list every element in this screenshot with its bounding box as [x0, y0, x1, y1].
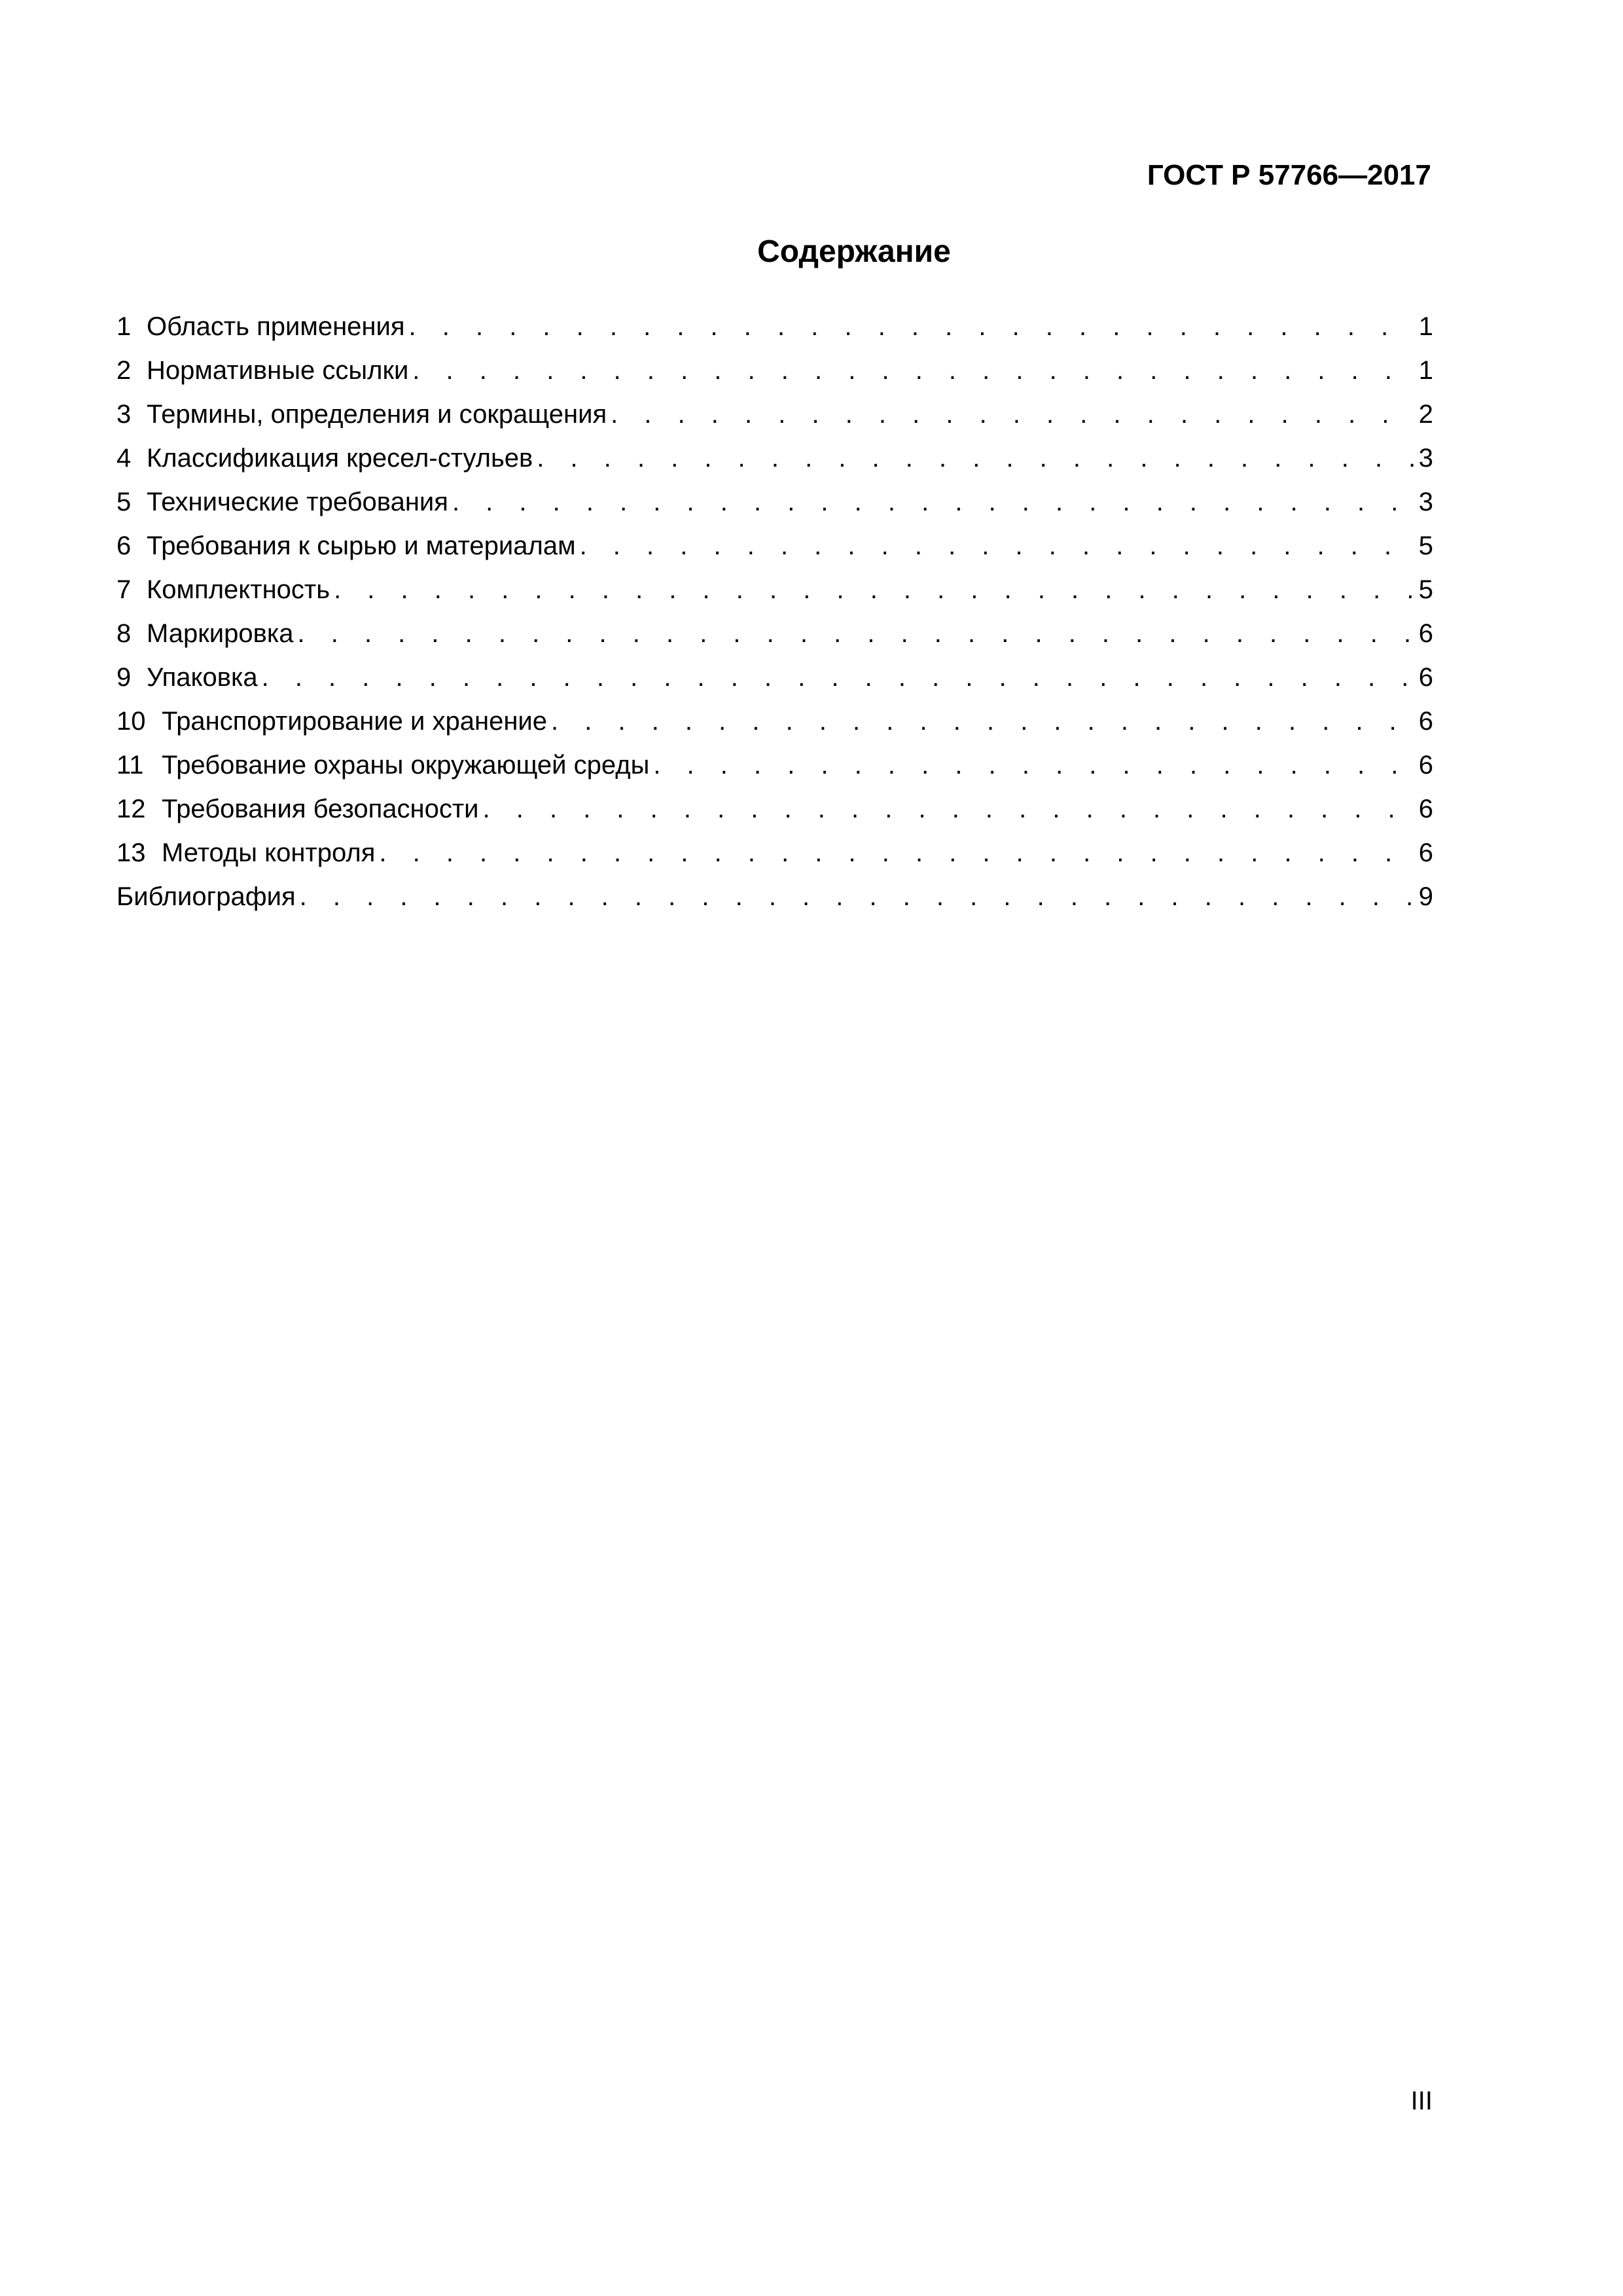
toc-dot-leader: [537, 437, 1414, 480]
toc-entry-page: 5: [1418, 575, 1433, 604]
toc-entry-number: 3: [116, 400, 132, 429]
toc-entry-label: Термины, определения и сокращения: [147, 400, 607, 429]
toc-dot-leader: [297, 612, 1414, 656]
toc-entry-page: 2: [1418, 400, 1433, 429]
toc-dot-leader: [580, 524, 1414, 568]
toc-entry[interactable]: [116, 656, 1433, 700]
toc-entry[interactable]: [116, 393, 1433, 437]
toc-entry[interactable]: [116, 875, 1433, 919]
page-number: III: [1410, 2087, 1433, 2115]
toc-entry-label: Технические требования: [147, 488, 448, 516]
toc-entry-label: Транспортирование и хранение: [162, 707, 548, 736]
toc-entry-number: 10: [116, 707, 146, 736]
toc-entry-number: 2: [116, 356, 132, 385]
toc-entry-label: Требование охраны окружающей среды: [162, 751, 650, 780]
toc-entry-number: 1: [116, 312, 132, 341]
toc-entry-page: 6: [1418, 751, 1433, 780]
toc-entry-label: Методы контроля: [162, 838, 376, 867]
toc-entry-number: 4: [116, 444, 132, 473]
toc-dot-leader: [653, 744, 1414, 787]
toc-entry-page: 9: [1418, 882, 1433, 911]
toc-entry-label: Комплектность: [147, 575, 330, 604]
toc-entry-number: 9: [116, 663, 132, 692]
toc-entry[interactable]: [116, 568, 1433, 612]
toc-dot-leader: [412, 349, 1414, 393]
toc-entry-page: 6: [1418, 619, 1433, 648]
toc-entry-page: 6: [1418, 838, 1433, 867]
toc-entry[interactable]: [116, 744, 1433, 787]
toc-entry[interactable]: [116, 480, 1433, 524]
toc-entry-label: Библиография: [116, 882, 296, 911]
toc-dot-leader: [379, 831, 1414, 875]
document-code: ГОСТ Р 57766—2017: [1147, 159, 1431, 191]
toc-entry-page: 6: [1418, 795, 1433, 823]
toc-entry-page: 3: [1418, 488, 1433, 516]
toc-dot-leader: [262, 656, 1414, 700]
toc-entry-label: Область применения: [147, 312, 405, 341]
toc-entry[interactable]: [116, 349, 1433, 393]
toc-dot-leader: [300, 875, 1414, 919]
toc-entry-number: 11: [116, 751, 144, 780]
toc-entry-page: 6: [1418, 707, 1433, 736]
toc-entry-number: 13: [116, 838, 146, 867]
toc-entry-page: 1: [1418, 312, 1433, 341]
toc-entry-label: Требования к сырью и материалам: [147, 531, 576, 560]
toc-entry[interactable]: [116, 787, 1433, 831]
toc-dot-leader: [334, 568, 1414, 612]
toc-dot-leader: [409, 305, 1414, 349]
toc-entry-label: Классификация кресел-стульев: [147, 444, 533, 473]
toc-entry-number: 5: [116, 488, 132, 516]
toc-entry[interactable]: [116, 305, 1433, 349]
toc-dot-leader: [483, 787, 1414, 831]
toc-entry-page: 1: [1418, 356, 1433, 385]
toc-dot-leader: [551, 700, 1414, 744]
toc-entry-number: 12: [116, 795, 146, 823]
toc-entry-label: Упаковка: [147, 663, 258, 692]
table-of-contents: [116, 305, 1433, 919]
toc-entry[interactable]: [116, 524, 1433, 568]
toc-entry-number: 6: [116, 531, 132, 560]
toc-dot-leader: [452, 480, 1414, 524]
toc-entry-number: 7: [116, 575, 132, 604]
toc-entry-label: Маркировка: [147, 619, 294, 648]
toc-entry[interactable]: [116, 437, 1433, 480]
toc-entry[interactable]: [116, 700, 1433, 744]
toc-entry-page: 6: [1418, 663, 1433, 692]
toc-entry[interactable]: [116, 831, 1433, 875]
toc-entry-page: 5: [1418, 531, 1433, 560]
toc-entry-label: Требования безопасности: [162, 795, 479, 823]
toc-entry-label: Нормативные ссылки: [147, 356, 409, 385]
toc-entry-number: 8: [116, 619, 132, 648]
toc-dot-leader: [611, 393, 1414, 437]
toc-title: Содержание: [757, 234, 951, 269]
toc-entry-page: 3: [1418, 444, 1433, 473]
toc-entry[interactable]: [116, 612, 1433, 656]
